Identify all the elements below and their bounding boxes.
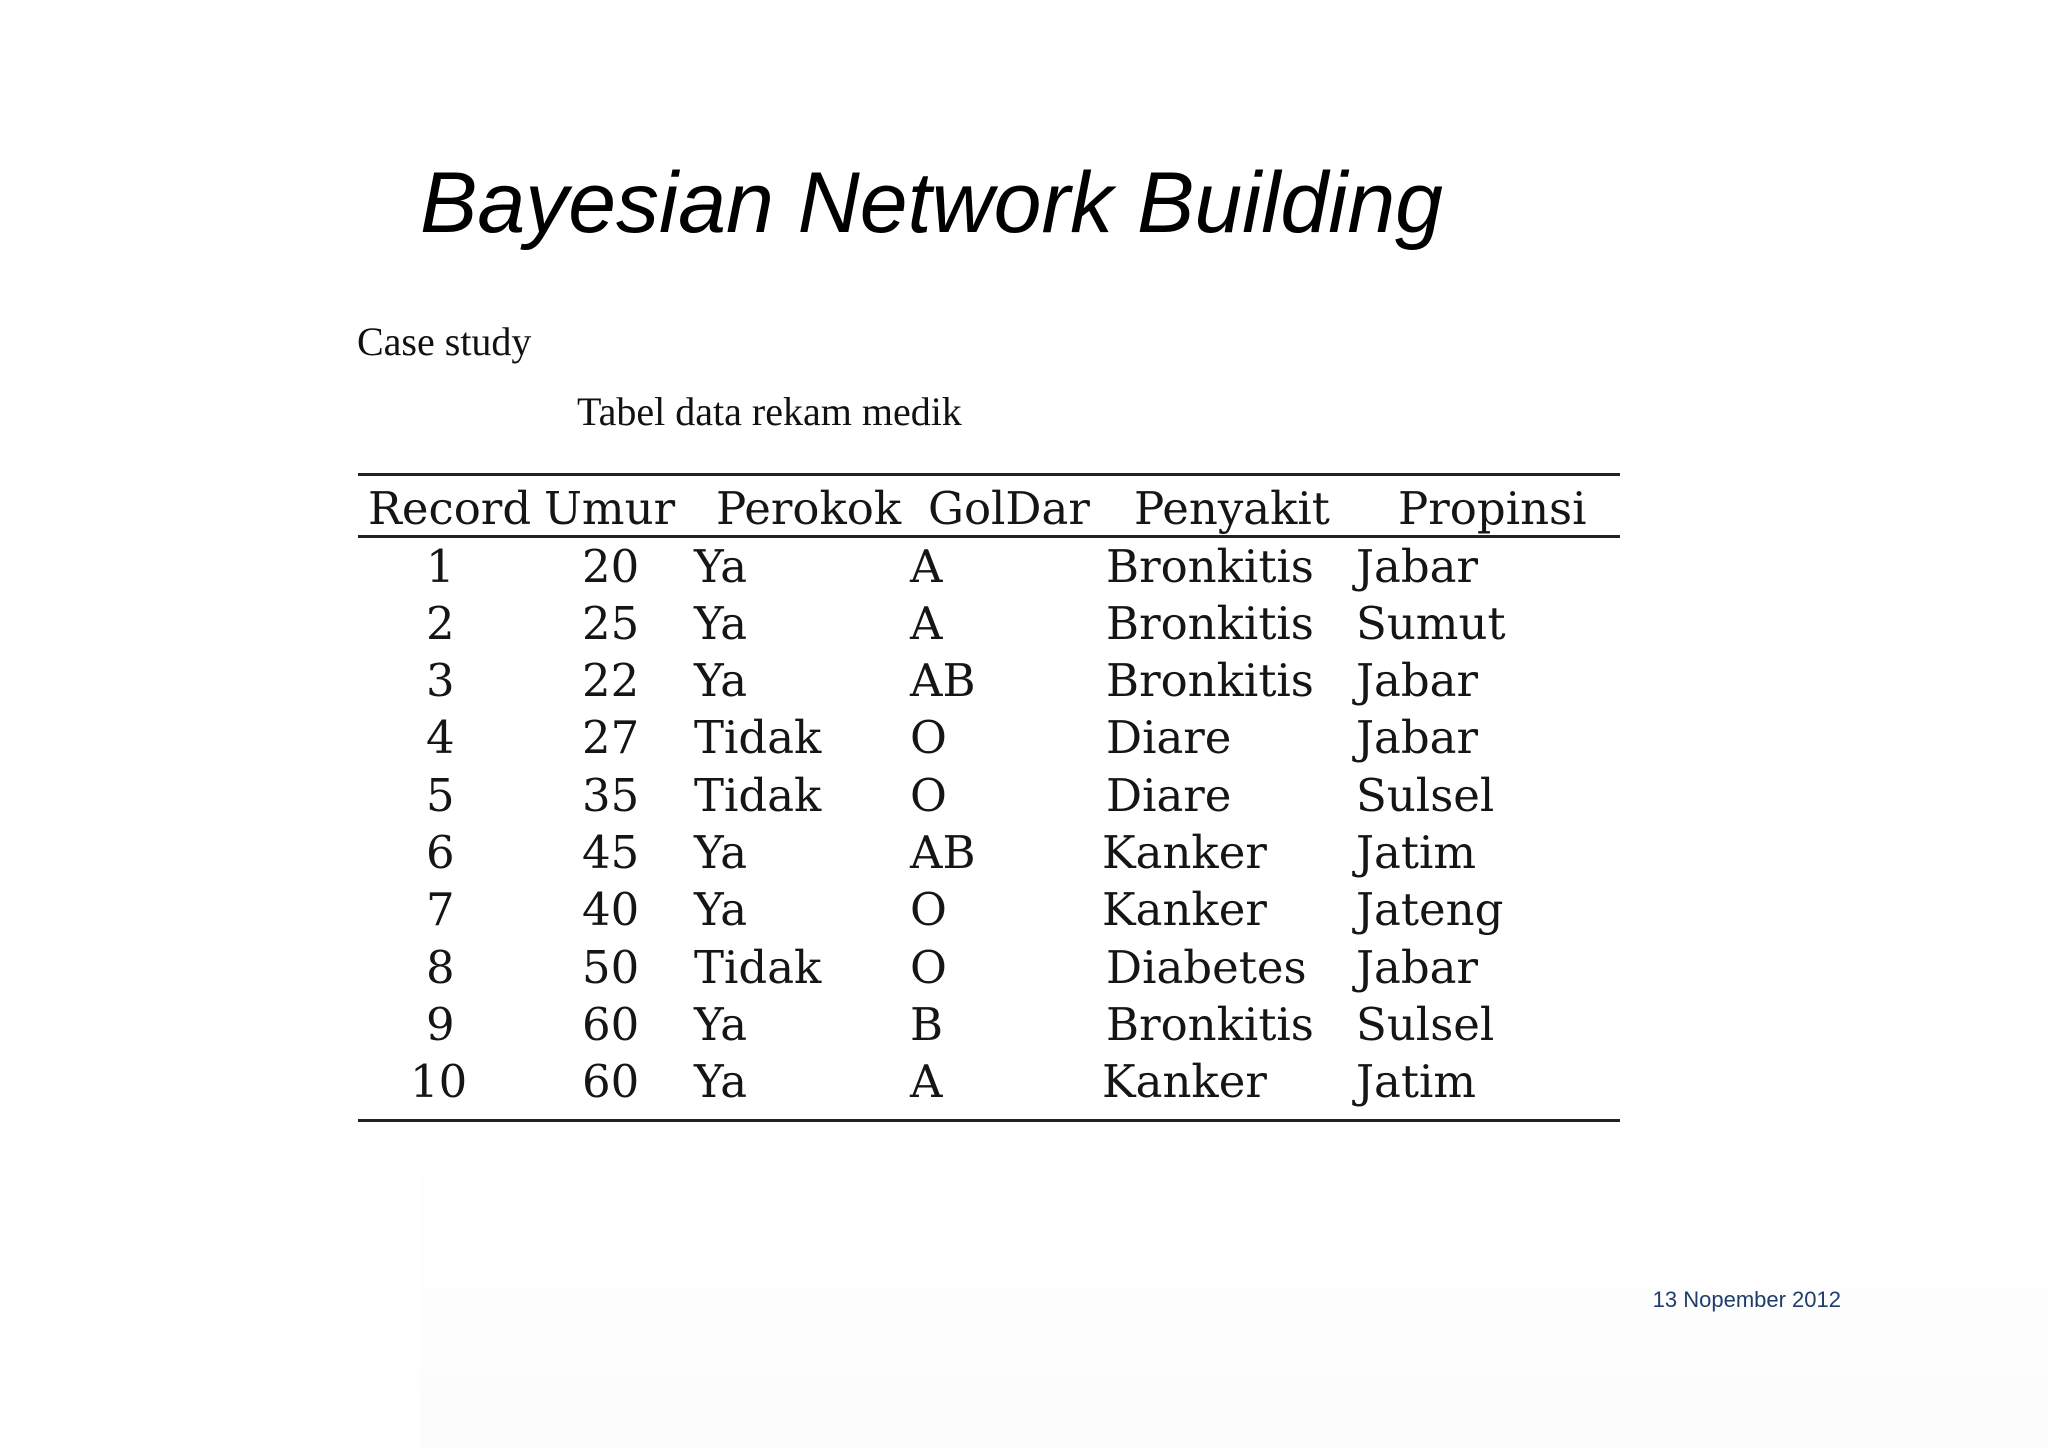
cell-propinsi: Jateng [1356, 883, 1504, 936]
cell-umur: 60 [582, 1055, 640, 1108]
cell-perokok: Tidak [694, 941, 822, 994]
cell-umur: 40 [582, 883, 640, 936]
cell-record: 4 [426, 711, 455, 764]
cell-goldar: O [910, 883, 947, 936]
cell-penyakit: Bronkitis [1106, 540, 1314, 593]
cell-record: 7 [426, 883, 455, 936]
cell-propinsi: Jabar [1356, 540, 1479, 593]
cell-perokok: Ya [694, 998, 748, 1051]
cell-propinsi: Sulsel [1356, 998, 1495, 1051]
table-row [358, 824, 1620, 881]
cell-penyakit: Diare [1106, 769, 1232, 822]
cell-umur: 22 [582, 654, 640, 707]
cell-record: 8 [426, 941, 455, 994]
cell-goldar: O [910, 711, 947, 764]
cell-penyakit: Kanker [1102, 883, 1267, 936]
cell-propinsi: Sulsel [1356, 769, 1495, 822]
cell-goldar: AB [910, 654, 976, 707]
header-propinsi: Propinsi [1398, 482, 1587, 535]
cell-umur: 50 [582, 941, 640, 994]
table-header-row [358, 476, 1620, 538]
cell-perokok: Tidak [694, 769, 822, 822]
table-row [358, 881, 1620, 938]
cell-umur: 60 [582, 998, 640, 1051]
cell-penyakit: Kanker [1102, 1055, 1267, 1108]
cell-record: 2 [426, 597, 455, 650]
cell-propinsi: Jabar [1356, 941, 1479, 994]
cell-record: 5 [426, 769, 455, 822]
cell-umur: 25 [582, 597, 640, 650]
cell-propinsi: Jatim [1356, 826, 1477, 879]
background-shade [420, 1120, 2048, 1448]
cell-perokok: Ya [694, 654, 748, 707]
cell-goldar: O [910, 769, 947, 822]
cell-propinsi: Jabar [1356, 711, 1479, 764]
medical-records-table [358, 473, 1620, 1122]
cell-umur: 20 [582, 540, 640, 593]
cell-penyakit: Bronkitis [1106, 654, 1314, 707]
cell-umur: 27 [582, 711, 640, 764]
table-row [358, 996, 1620, 1053]
header-penyakit: Penyakit [1134, 482, 1330, 535]
cell-propinsi: Jabar [1356, 654, 1479, 707]
cell-perokok: Ya [694, 883, 748, 936]
footer-date: 13 Nopember 2012 [1652, 1287, 1841, 1312]
cell-goldar: B [910, 998, 944, 1051]
table-row [358, 709, 1620, 766]
table-row [358, 1053, 1620, 1110]
cell-perokok: Ya [694, 826, 748, 879]
cell-penyakit: Kanker [1102, 826, 1267, 879]
cell-penyakit: Bronkitis [1106, 998, 1314, 1051]
slide-subtitle: Case study [357, 319, 532, 364]
table-caption: Tabel data rekam medik [577, 389, 962, 434]
cell-penyakit: Diare [1106, 711, 1232, 764]
cell-perokok: Ya [694, 540, 748, 593]
cell-umur: 45 [582, 826, 640, 879]
table-row [358, 652, 1620, 709]
cell-record: 10 [410, 1055, 468, 1108]
slide-title: Bayesian Network Building [420, 155, 1443, 251]
cell-record: 6 [426, 826, 455, 879]
table-row [358, 939, 1620, 996]
cell-goldar: A [910, 540, 943, 593]
cell-perokok: Ya [694, 1055, 748, 1108]
cell-record: 1 [426, 540, 455, 593]
cell-perokok: Ya [694, 597, 748, 650]
cell-goldar: AB [910, 826, 976, 879]
cell-umur: 35 [582, 769, 640, 822]
cell-propinsi: Jatim [1356, 1055, 1477, 1108]
header-goldar: GolDar [928, 482, 1090, 535]
header-record: Record [368, 482, 532, 535]
cell-goldar: A [910, 597, 943, 650]
table-row [358, 538, 1620, 595]
cell-record: 3 [426, 654, 455, 707]
table-row [358, 595, 1620, 652]
cell-goldar: O [910, 941, 947, 994]
cell-penyakit: Diabetes [1106, 941, 1307, 994]
cell-perokok: Tidak [694, 711, 822, 764]
cell-goldar: A [910, 1055, 943, 1108]
cell-penyakit: Bronkitis [1106, 597, 1314, 650]
cell-record: 9 [426, 998, 455, 1051]
header-perokok: Perokok [716, 482, 902, 535]
table-row [358, 767, 1620, 824]
header-umur: Umur [544, 482, 676, 535]
cell-propinsi: Sumut [1356, 597, 1506, 650]
